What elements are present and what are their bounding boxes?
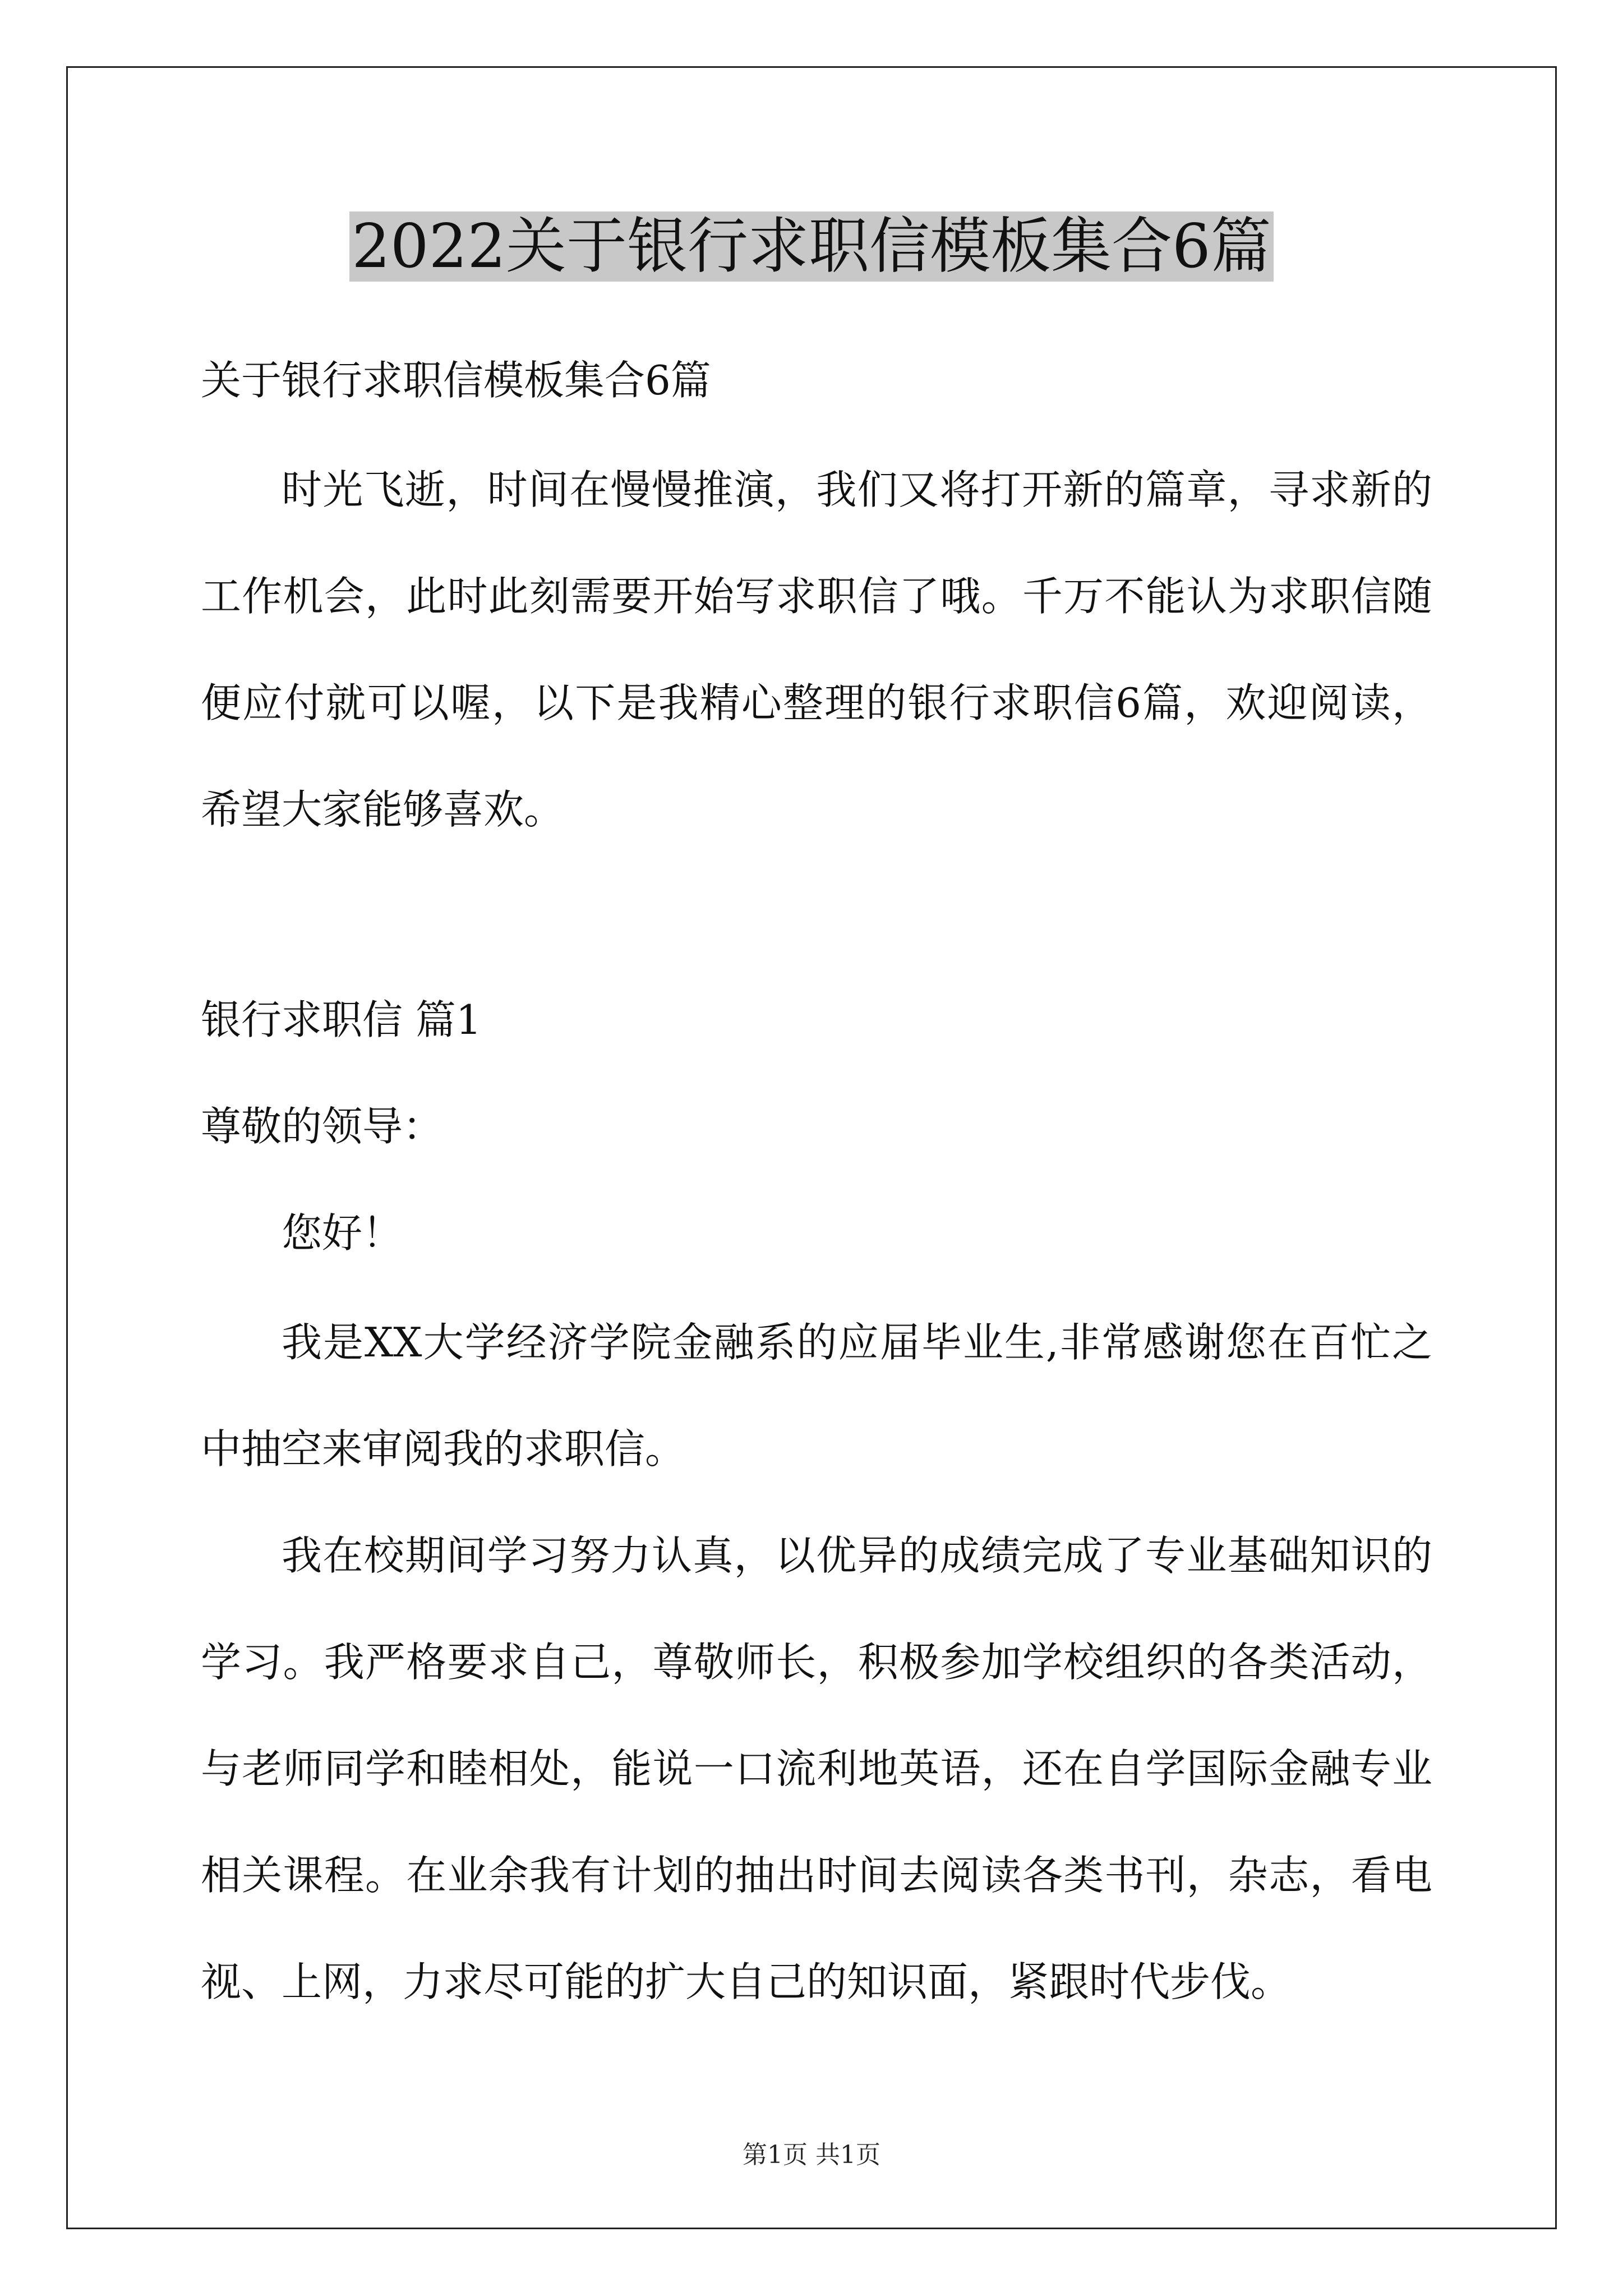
body-paragraph-2: 我在校期间学习努力认真，以优异的成绩完成了专业基础知识的学习。我严格要求自己，尊敬师长，积极参加学校组织的各类活动，与老师同学和睦相处，能说一口流利地英语，还在自学国际金融专业相关课程。在业余我有计划的抽出时间去阅读各类书刊，杂志，看电视、上网，力求尽可能的扩大自己的知识面，紧跟时代步伐。 (201, 1532, 1432, 2005)
section-heading: 银行求职信 篇1 (201, 996, 482, 1043)
intro-paragraph: 时光飞逝，时间在慢慢推演，我们又将打开新的篇章，寻求新的工作机会，此时此刻需要开始写求职信了哦。千万不能认为求职信随便应付就可以喔，以下是我精心整理的银行求职信6篇，欢迎阅读，希望大家能够喜欢。 (201, 466, 1432, 833)
greeting: 您好！ (282, 1209, 403, 1257)
page-footer: 第1页 共1页 (743, 2141, 880, 2169)
document-title-text: 2022关于银行求职信模板集合6篇 (349, 211, 1274, 282)
body-paragraph-1: 我是XX大学经济学院金融系的应届毕业生,非常感谢您在百忙之中抽空来审阅我的求职信。 (201, 1319, 1432, 1473)
document-title (0, 202, 1623, 292)
document-subtitle: 关于银行求职信模板集合6篇 (201, 357, 711, 404)
salutation: 尊敬的领导： (201, 1103, 444, 1150)
